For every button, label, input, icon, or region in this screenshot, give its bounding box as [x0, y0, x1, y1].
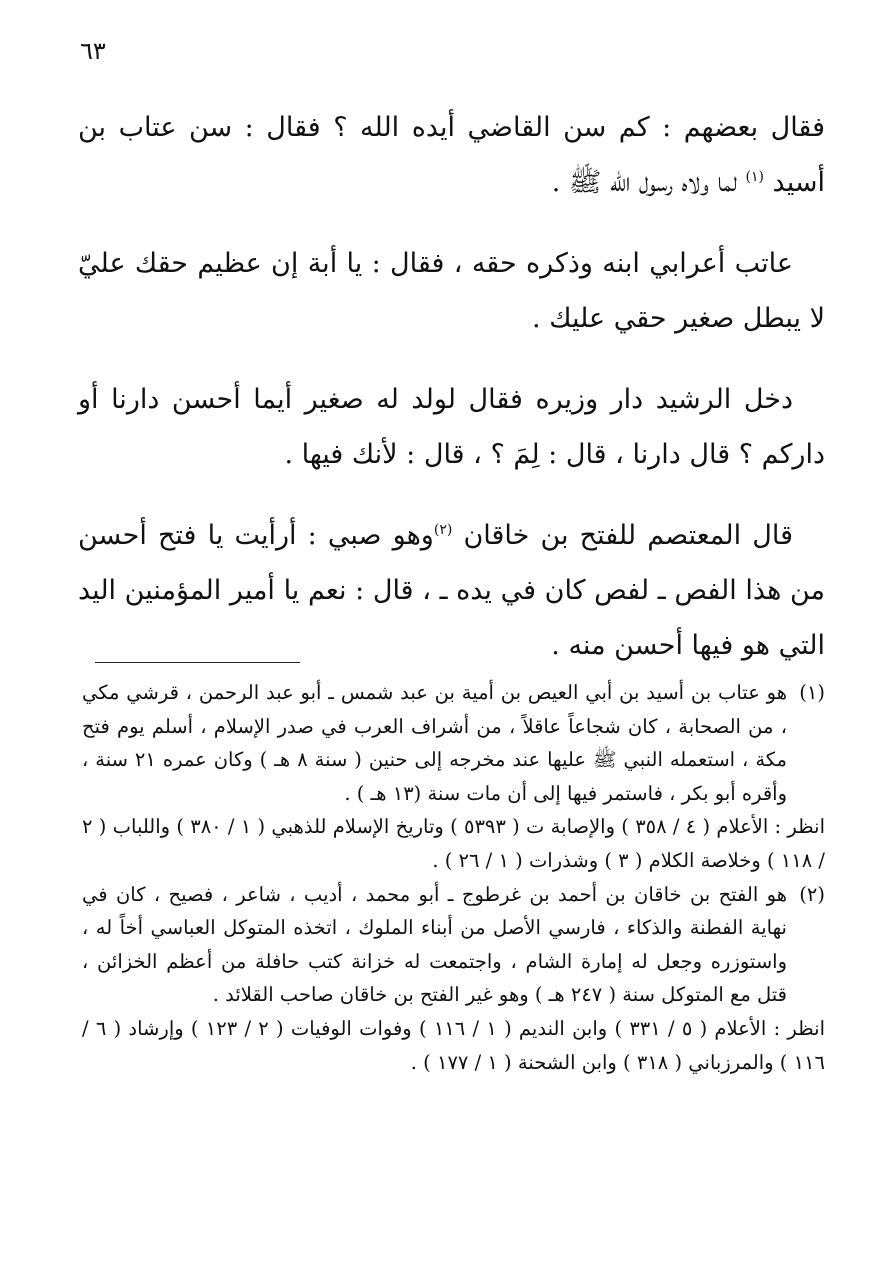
footnote-2-text: هو الفتح بن خاقان بن أحمد بن غرطوج ـ أبو محمد ، أديب ، شاعر ، فصيح ، كان في نهاية الفطنة والذكاء ، فارسي الأصل من أبناء الملوك ، اتخذه المتوكل العباسي أخاً له ، واستوزره وجعل له إمارة الشام ، واجتمعت له خزانة كتب حافلة من أعظم الخزائن ، قتل مع المتوكل سنة ( ٢٤٧ هـ ) وهو غير الفتح بن خاقان صاحب القلائد .: [82, 882, 787, 1007]
footnote-ref-2[interactable]: (٢): [433, 522, 453, 538]
paragraph-3: دخل الرشيد دار وزيره فقال لولد له صغير أيما أحسن دارنا أو داركم ؟ قال دارنا ، قال : لِمَ ؟ ، قال : لأنك فيها .: [78, 384, 825, 470]
paragraph-4-text-end: وهو صبي : أرأيت يا فتح أحسن من هذا الفص ـ لفص كان في يده ـ ، قال : نعم يا أمير المؤمنين اليد التي هو فيها أحسن منه .: [78, 520, 825, 661]
paragraph-4-text-start: قال المعتصم للفتح بن خاقان: [452, 520, 793, 551]
footnote-2: [82, 878, 825, 1012]
footnote-1-sources-row: [82, 810, 825, 877]
paragraph-1: [78, 100, 825, 210]
page-number: ٦٣: [80, 37, 106, 65]
paragraph-1-text-end: لما ولاه رسول الله ﷺ .: [551, 167, 746, 198]
paragraph-2: عاتب أعرابي ابنه وذكره حقه ، فقال : يا أبة إن عظيم حقك عليّ لا يبطل صغير حقي عليك .: [78, 248, 825, 334]
paragraph-4: [78, 508, 825, 673]
footnote-2-sources-row: [82, 1012, 825, 1079]
footnote-1: [82, 676, 825, 810]
footnote-2-number: (٢): [799, 882, 825, 906]
footnote-ref-1[interactable]: (١): [745, 169, 764, 185]
footnote-1-sources: انظر : الأعلام ( ٤ / ٣٥٨ ) والإصابة ت ( ٥٣٩٣ ) وتاريخ الإسلام للذهبي ( ١ / ٣٨٠ ) واللباب ( ٢ / ١١٨ ) وخلاصة الكلام ( ٣ ) وشذرات ( ١ / ٢٦ ) .: [82, 815, 825, 872]
paragraph-1-text-start: فقال بعضهم : كم سن القاضي أيده الله ؟ فقال : سن عتاب بن أسيد: [78, 112, 825, 198]
footnote-separator: [95, 662, 300, 663]
footnote-2-sources: انظر : الأعلام ( ٥ / ٣٣١ ) وابن النديم ( ١ / ١١٦ ) وفوات الوفيات ( ٢ / ١٢٣ ) وإرشاد ( ٦ / ١١٦ ) والمرزباني ( ٣١٨ ) وابن الشحنة ( ١ / ١٧٧ ) .: [82, 1016, 826, 1074]
footnote-1-body: [82, 676, 787, 810]
footnotes: [82, 676, 825, 1079]
footnote-1-text: هو عتاب بن أسيد بن أبي العيص بن أمية بن عبد شمس ـ أبو عبد الرحمن ، قرشي مكي ، من الصحابة ، كان شجاعاً عاقلاً ، من أشراف العرب في صدر الإسلام ، أسلم يوم فتح مكة ، استعمله النبي ﷺ عليها عند مخرجه إلى حنين ( سنة ٨ هـ ) وكان عمره ٢١ سنة ، وأقره أبو بكر ، فاستمر فيها إلى أن مات سنة (١٣ هـ ) .: [82, 681, 787, 805]
footnote-1-number: (١): [799, 681, 825, 704]
main-text: [78, 100, 825, 699]
footnote-1-sources-body: [82, 810, 825, 877]
footnote-2-sources-body: [82, 1012, 825, 1079]
footnote-2-body: [82, 878, 787, 1012]
